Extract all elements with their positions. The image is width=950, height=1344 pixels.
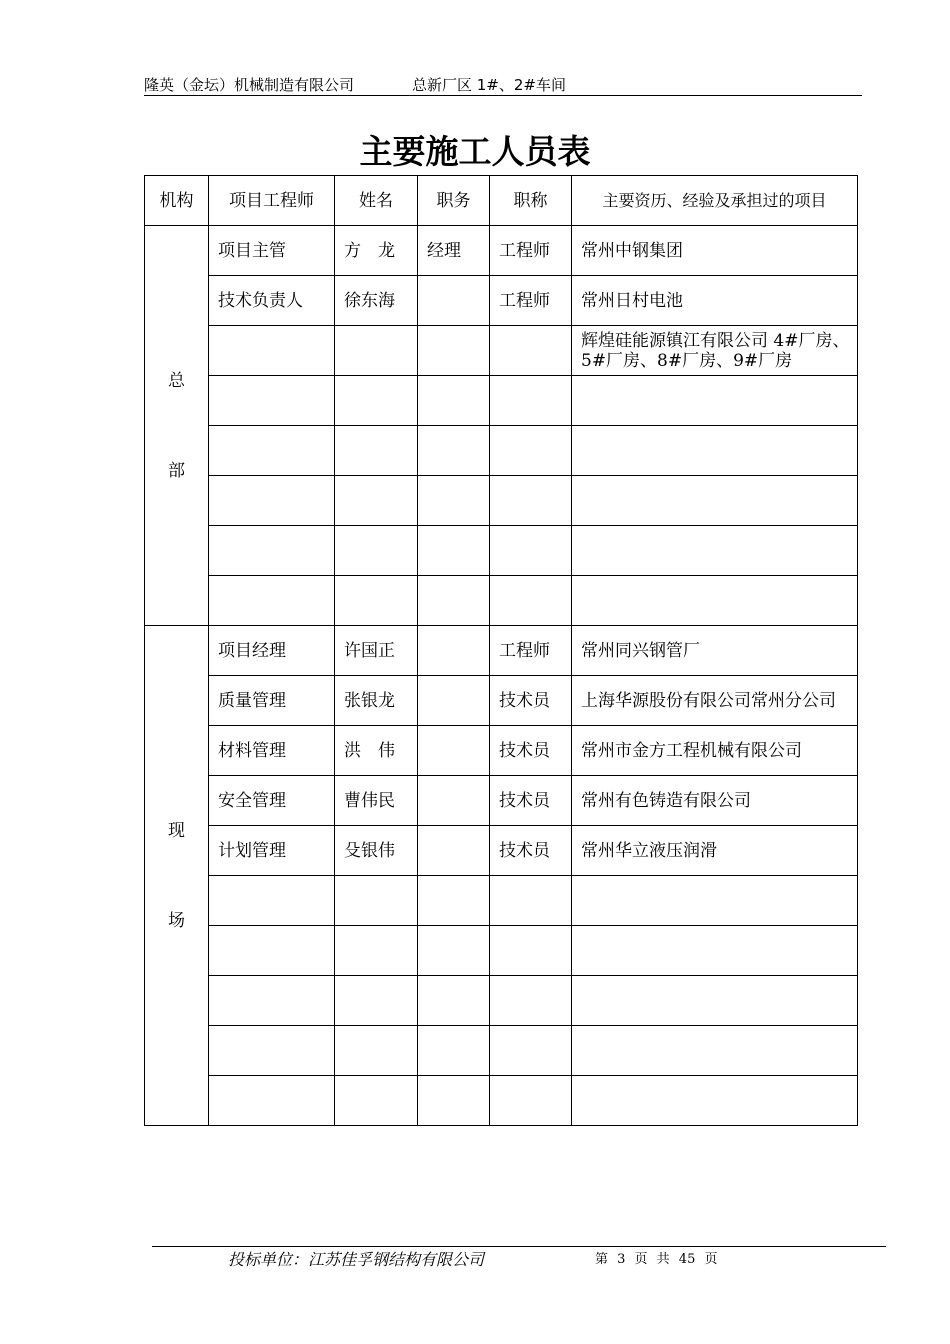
column-header: 职务 — [418, 176, 490, 226]
page-header — [144, 76, 862, 96]
cell-title — [490, 426, 572, 476]
cell-title — [490, 376, 572, 426]
cell-duty — [418, 1076, 490, 1126]
staff-table — [144, 175, 858, 1126]
cell-name — [335, 1076, 418, 1126]
footer-divider — [152, 1246, 886, 1247]
cell-role: 项目主管 — [209, 226, 335, 276]
cell-experience — [572, 426, 858, 476]
cell-role: 计划管理 — [209, 826, 335, 876]
table-row — [145, 226, 858, 276]
table-row — [145, 876, 858, 926]
cell-role — [209, 526, 335, 576]
table-header-row — [145, 176, 858, 226]
cell-name — [335, 476, 418, 526]
cell-title: 工程师 — [490, 276, 572, 326]
cell-experience — [572, 876, 858, 926]
cell-role — [209, 426, 335, 476]
cell-role — [209, 976, 335, 1026]
table-body — [145, 226, 858, 1126]
footer-page-number: 第 3 页 共 45 页 — [595, 1252, 718, 1267]
table-row — [145, 726, 858, 776]
cell-role: 项目经理 — [209, 626, 335, 676]
column-header: 项目工程师 — [209, 176, 335, 226]
cell-name — [335, 926, 418, 976]
cell-experience: 常州市金方工程机械有限公司 — [572, 726, 858, 776]
table-row — [145, 626, 858, 676]
cell-role — [209, 576, 335, 626]
cell-title — [490, 1076, 572, 1126]
cell-title: 技术员 — [490, 826, 572, 876]
cell-duty — [418, 626, 490, 676]
cell-role — [209, 326, 335, 376]
cell-experience: 常州有色铸造有限公司 — [572, 776, 858, 826]
cell-experience — [572, 1076, 858, 1126]
cell-experience — [572, 476, 858, 526]
cell-experience — [572, 526, 858, 576]
cell-title — [490, 576, 572, 626]
cell-title — [490, 926, 572, 976]
section-name: 现场 — [168, 820, 185, 931]
table-row — [145, 1026, 858, 1076]
cell-title — [490, 326, 572, 376]
cell-role: 质量管理 — [209, 676, 335, 726]
cell-duty — [418, 876, 490, 926]
table-row — [145, 276, 858, 326]
cell-title: 工程师 — [490, 226, 572, 276]
table-row — [145, 476, 858, 526]
cell-name — [335, 426, 418, 476]
cell-experience: 常州同兴钢管厂 — [572, 626, 858, 676]
table-row — [145, 976, 858, 1026]
cell-name: 张银龙 — [335, 676, 418, 726]
footer-bidder: 投标单位：江苏佳孚钢结构有限公司 — [228, 1250, 485, 1269]
cell-title — [490, 1026, 572, 1076]
cell-name — [335, 376, 418, 426]
cell-duty — [418, 276, 490, 326]
cell-experience — [572, 376, 858, 426]
cell-role: 材料管理 — [209, 726, 335, 776]
cell-duty — [418, 776, 490, 826]
column-header: 姓名 — [335, 176, 418, 226]
column-header: 职称 — [490, 176, 572, 226]
cell-role — [209, 376, 335, 426]
cell-experience: 常州华立液压润滑 — [572, 826, 858, 876]
cell-duty — [418, 476, 490, 526]
cell-name — [335, 976, 418, 1026]
cell-duty: 经理 — [418, 226, 490, 276]
cell-experience — [572, 926, 858, 976]
cell-title — [490, 976, 572, 1026]
cell-experience: 常州中钢集团 — [572, 226, 858, 276]
cell-name: 徐东海 — [335, 276, 418, 326]
header-company: 隆英（金坛）机械制造有限公司 — [144, 76, 355, 94]
cell-duty — [418, 326, 490, 376]
cell-name: 许国正 — [335, 626, 418, 676]
cell-experience: 辉煌硅能源镇江有限公司 4#厂房、5#厂房、8#厂房、9#厂房 — [572, 326, 858, 376]
cell-experience: 上海华源股份有限公司常州分公司 — [572, 676, 858, 726]
header-project: 总新厂区 1#、2#车间 — [412, 76, 566, 94]
cell-duty — [418, 926, 490, 976]
cell-role — [209, 926, 335, 976]
section-name: 总部 — [168, 370, 185, 481]
cell-name — [335, 576, 418, 626]
section-cell — [145, 226, 209, 626]
table-row — [145, 926, 858, 976]
cell-duty — [418, 576, 490, 626]
section-cell — [145, 626, 209, 1126]
cell-duty — [418, 376, 490, 426]
cell-role — [209, 1076, 335, 1126]
cell-experience — [572, 576, 858, 626]
cell-name: 方 龙 — [335, 226, 418, 276]
cell-role — [209, 876, 335, 926]
table-row — [145, 426, 858, 476]
page-title: 主要施工人员表 — [359, 132, 591, 171]
table-row — [145, 526, 858, 576]
table-row — [145, 1076, 858, 1126]
cell-title — [490, 876, 572, 926]
cell-duty — [418, 526, 490, 576]
column-header: 机构 — [145, 176, 209, 226]
cell-duty — [418, 1026, 490, 1076]
cell-title: 技术员 — [490, 726, 572, 776]
table-row — [145, 826, 858, 876]
cell-role — [209, 1026, 335, 1076]
cell-name: 殳银伟 — [335, 826, 418, 876]
cell-experience — [572, 976, 858, 1026]
column-header: 主要资历、经验及承担过的项目 — [572, 176, 858, 226]
cell-name — [335, 1026, 418, 1076]
cell-name: 曹伟民 — [335, 776, 418, 826]
cell-title: 工程师 — [490, 626, 572, 676]
cell-title — [490, 476, 572, 526]
cell-title: 技术员 — [490, 776, 572, 826]
cell-experience: 常州日村电池 — [572, 276, 858, 326]
cell-name — [335, 326, 418, 376]
cell-title — [490, 526, 572, 576]
cell-name: 洪 伟 — [335, 726, 418, 776]
cell-role: 安全管理 — [209, 776, 335, 826]
cell-role: 技术负责人 — [209, 276, 335, 326]
cell-experience — [572, 1026, 858, 1076]
cell-title: 技术员 — [490, 676, 572, 726]
cell-name — [335, 876, 418, 926]
table-row — [145, 326, 858, 376]
table-row — [145, 776, 858, 826]
cell-duty — [418, 976, 490, 1026]
cell-role — [209, 476, 335, 526]
cell-duty — [418, 676, 490, 726]
table-row — [145, 676, 858, 726]
cell-duty — [418, 826, 490, 876]
cell-duty — [418, 426, 490, 476]
table-row — [145, 376, 858, 426]
cell-name — [335, 526, 418, 576]
table-row — [145, 576, 858, 626]
cell-duty — [418, 726, 490, 776]
